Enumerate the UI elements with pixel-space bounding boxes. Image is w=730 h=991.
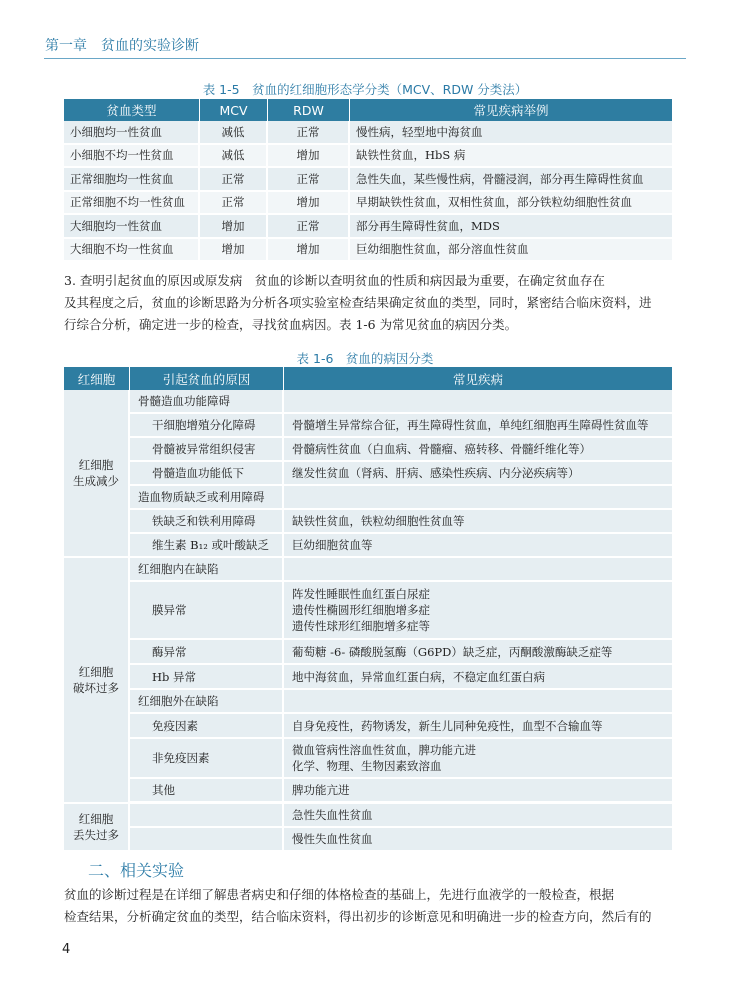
table-row [64,438,672,462]
cause-cell: Hb 异常 [130,665,284,690]
cause-cell: 膜异常 [130,582,284,640]
rbc-group-cell [64,804,130,852]
table-row [64,828,672,852]
rbc-group-cell [64,390,130,558]
anemia-type-cell: 小细胞均一性贫血 [64,121,200,145]
rdw-cell: 增加 [268,192,350,216]
table-row [64,215,672,239]
column-header: MCV [200,99,268,121]
disease-cell [284,582,672,640]
column-header: 常见疾病举例 [350,99,672,121]
table-row [64,779,672,803]
chapter-header: 第一章 贫血的实验诊断 [45,38,199,54]
column-header: 引起贫血的原因 [130,367,284,390]
disease-cell: 自身免疫性，药物诱发，新生儿同种免疫性，血型不合输血等 [284,714,672,739]
rdw-cell: 正常 [268,168,350,192]
disease-line: 遗传性椭圆形红细胞增多症 [292,603,430,617]
table-row [64,665,672,690]
table-row [64,714,672,739]
table-1-5 [64,99,672,262]
group-label: 生成减少 [73,474,119,488]
cause-category-cell: 红细胞外在缺陷 [130,690,284,714]
disease-cell: 脾功能亢进 [284,779,672,803]
disease-line: 化学、物理、生物因素致溶血 [292,759,442,773]
group-label: 破坏过多 [73,681,119,695]
cause-category-cell: 造血物质缺乏或利用障碍 [130,486,284,510]
disease-cell: 缺铁性贫血，铁粒幼细胞性贫血等 [284,510,672,534]
table-row [64,558,672,582]
table-row [64,690,672,714]
table-1-6 [64,367,672,852]
mcv-cell: 增加 [200,215,268,239]
table-row [64,804,672,828]
table-row [64,486,672,510]
disease-cell: 急性失血，某些慢性病，骨髓浸润，部分再生障碍性贫血 [350,168,672,192]
rbc-group-cell [64,558,130,804]
disease-cell: 葡萄糖 -6- 磷酸脱氢酶（G6PD）缺乏症，丙酮酸激酶缺乏症等 [284,640,672,665]
table-row [64,390,672,414]
mcv-cell: 增加 [200,239,268,263]
paragraph-line: 贫血的诊断过程是在详细了解患者病史和仔细的体格检查的基础上，先进行血液学的一般检查，根据 [64,887,615,902]
disease-cell: 急性失血性贫血 [284,804,672,828]
table-1-6-caption: 表 1-6 贫血的病因分类 [296,351,434,366]
anemia-type-cell: 正常细胞均一性贫血 [64,168,200,192]
anemia-type-cell: 大细胞均一性贫血 [64,215,200,239]
cause-category-cell: 红细胞内在缺陷 [130,558,284,582]
disease-cell: 骨髓病性贫血（白血病、骨髓瘤、癌转移、骨髓纤维化等） [284,438,672,462]
anemia-type-cell: 小细胞不均一性贫血 [64,145,200,169]
disease-cell [284,739,672,779]
disease-cell [284,486,672,510]
group-label: 丢失过多 [73,828,119,842]
cause-cell: 其他 [130,779,284,803]
table-1-5-caption: 表 1-5 贫血的红细胞形态学分类（MCV、RDW 分类法） [202,82,528,97]
disease-cell [284,390,672,414]
body-paragraph-1 [64,270,672,336]
table-row [64,121,672,145]
table-header-row [64,99,672,121]
page-number: 4 [62,942,71,957]
table-header-row [64,367,672,390]
disease-cell: 部分再生障碍性贫血，MDS [350,215,672,239]
disease-cell: 慢性失血性贫血 [284,828,672,852]
cause-cell: 非免疫因素 [130,739,284,779]
disease-cell: 继发性贫血（肾病、肝病、感染性疾病、内分泌疾病等） [284,462,672,486]
mcv-cell: 正常 [200,168,268,192]
table-row [64,640,672,665]
cause-cell: 维生素 B₁₂ 或叶酸缺乏 [130,534,284,558]
table-row [64,168,672,192]
mcv-cell: 减低 [200,121,268,145]
table-row [64,510,672,534]
disease-cell [284,690,672,714]
disease-cell: 地中海贫血，异常血红蛋白病，不稳定血红蛋白病 [284,665,672,690]
header-divider [44,58,686,59]
group-label: 红细胞 [78,665,114,679]
cause-category-cell [130,804,284,828]
mcv-cell: 减低 [200,145,268,169]
table-row [64,414,672,438]
table-row [64,145,672,169]
disease-cell: 巨幼细胞性贫血，部分溶血性贫血 [350,239,672,263]
table-row [64,192,672,216]
column-header: 常见疾病 [284,367,672,390]
paragraph-line: 检查结果，分析确定贫血的类型，结合临床资料，得出初步的诊断意见和明确进一步的检查方向，然后有的 [64,909,652,924]
cause-category-cell [130,828,284,852]
cause-cell: 免疫因素 [130,714,284,739]
mcv-cell: 正常 [200,192,268,216]
table-row [64,534,672,558]
section-title: 二、相关实验 [88,861,185,880]
rdw-cell: 增加 [268,239,350,263]
anemia-type-cell: 大细胞不均一性贫血 [64,239,200,263]
table-row [64,582,672,640]
cause-category-cell: 骨髓造血功能障碍 [130,390,284,414]
group-label: 红细胞 [78,458,114,472]
disease-cell: 骨髓增生异常综合征，再生障碍性贫血，单纯红细胞再生障碍性贫血等 [284,414,672,438]
disease-line: 阵发性睡眠性血红蛋白尿症 [292,587,430,601]
cause-cell: 骨髓造血功能低下 [130,462,284,486]
paragraph-line: 3. 查明引起贫血的原因或原发病 贫血的诊断以查明贫血的性质和病因最为重要，在确定贫血存在 [64,273,605,288]
disease-line: 遗传性球形红细胞增多症等 [292,619,430,633]
paragraph-line: 及其程度之后，贫血的诊断思路为分析各项实验室检查结果确定贫血的类型，同时，紧密结合临床资料，进 [64,295,652,310]
rdw-cell: 正常 [268,121,350,145]
column-header: 红细胞 [64,367,130,390]
cause-cell: 干细胞增殖分化障碍 [130,414,284,438]
cause-cell: 骨髓被异常组织侵害 [130,438,284,462]
table-row [64,239,672,263]
disease-cell: 早期缺铁性贫血，双相性贫血，部分铁粒幼细胞性贫血 [350,192,672,216]
column-header: 贫血类型 [64,99,200,121]
table-row [64,739,672,779]
column-header: RDW [268,99,350,121]
rdw-cell: 增加 [268,145,350,169]
disease-cell: 巨幼细胞贫血等 [284,534,672,558]
table-row [64,462,672,486]
rdw-cell: 正常 [268,215,350,239]
cause-cell: 酶异常 [130,640,284,665]
disease-line: 微血管病性溶血性贫血，脾功能亢进 [292,743,476,757]
paragraph-line: 行综合分析，确定进一步的检查，寻找贫血病因。表 1-6 为常见贫血的病因分类。 [64,317,518,332]
disease-cell: 慢性病，轻型地中海贫血 [350,121,672,145]
cause-cell: 铁缺乏和铁利用障碍 [130,510,284,534]
body-paragraph-2 [64,884,672,928]
disease-cell: 缺铁性贫血，HbS 病 [350,145,672,169]
group-label: 红细胞 [78,812,114,826]
disease-cell [284,558,672,582]
anemia-type-cell: 正常细胞不均一性贫血 [64,192,200,216]
